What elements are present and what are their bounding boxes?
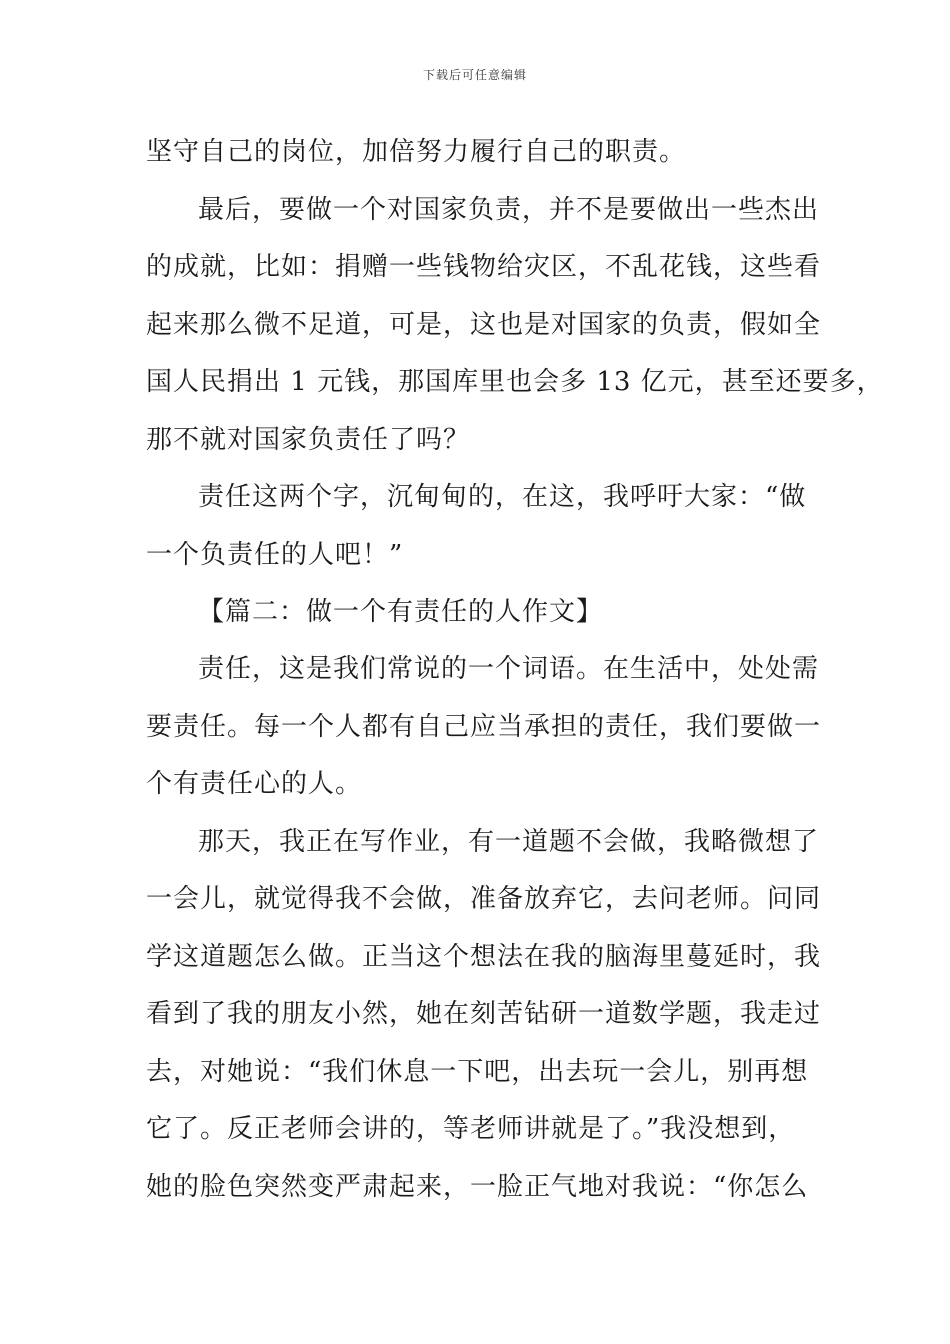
text-line: 最后，要做一个对国家负责，并不是要做出一些杰出 [198, 195, 820, 225]
text-line: 去，对她说：“我们休息一下吧，出去玩一会儿，别再想 [146, 1057, 809, 1087]
text-line: 责任这两个字，沉甸甸的，在这，我呼吁大家：“做 [198, 482, 807, 512]
text-line: 那天，我正在写作业，有一道题不会做，我略微想了 [198, 827, 820, 857]
text-line: 看到了我的朋友小然，她在刻苦钻研一道数学题，我走过 [146, 999, 822, 1029]
text-line: 责任，这是我们常说的一个词语。在生活中，处处需 [198, 654, 820, 684]
text-line: 要责任。每一个人都有自己应当承担的责任，我们要做一 [146, 712, 822, 742]
text-line: 那不就对国家负责任了吗？ [146, 425, 471, 455]
text-line: 一个负责任的人吧！” [146, 540, 404, 570]
text-line: 一会儿，就觉得我不会做，准备放弃它，去问老师。问同 [146, 884, 822, 914]
text-line: 它了。反正老师会讲的，等老师讲就是了。”我没想到， [146, 1114, 796, 1144]
text-line: 国人民捐出 1 元钱，那国库里也会多 13 亿元，甚至还要多， [146, 367, 884, 397]
text-line: 她的脸色突然变严肃起来，一脸正气地对我说：“你怎么 [146, 1172, 809, 1202]
text-line: 起来那么微不足道，可是，这也是对国家的负责，假如全 [146, 310, 822, 340]
text-line: 个有责任心的人。 [146, 769, 363, 799]
text-line: 的成就，比如：捐赠一些钱物给灾区，不乱花钱，这些看 [146, 252, 822, 282]
text-line: 坚守自己的岗位，加倍努力履行自己的职责。 [146, 137, 687, 167]
page-header-note: 下载后可任意编辑 [422, 68, 527, 82]
section-heading: 【篇二：做一个有责任的人作文】 [198, 597, 604, 627]
text-line: 学这道题怎么做。正当这个想法在我的脑海里蔓延时，我 [146, 942, 822, 972]
